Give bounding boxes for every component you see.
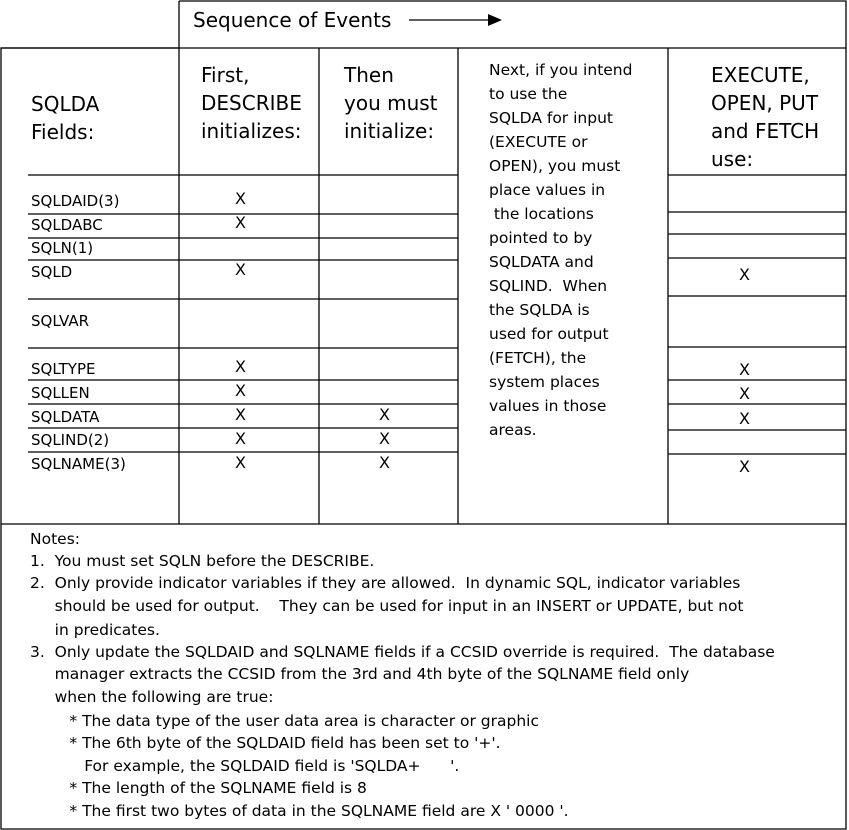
describe-mark: X (235, 429, 246, 448)
describe-mark: X (235, 381, 246, 400)
use-mark: X (739, 384, 750, 403)
next-line: the SQLDA is (489, 301, 590, 319)
note-line: * The first two bytes of data in the SQLNAME field are X ' 0000 '. (30, 802, 569, 820)
then-mark: X (379, 405, 390, 424)
next-line: values in those (489, 397, 607, 415)
sequence-title: Sequence of Events (193, 8, 392, 32)
use-header-line4: use: (711, 147, 754, 171)
note-line: manager extracts the CCSID from the 3rd and 4th byte of the SQLNAME field only (30, 665, 690, 683)
then-header-line1: Then (344, 63, 394, 87)
use-header-line2: OPEN, PUT (711, 91, 819, 115)
next-line: pointed to by (489, 229, 593, 247)
next-line: used for output (489, 325, 609, 343)
field-sqldaid: SQLDAID(3) (31, 192, 120, 210)
next-line: (EXECUTE or (489, 133, 588, 151)
fields-header-line2: Fields: (31, 120, 95, 144)
field-sqlname: SQLNAME(3) (31, 455, 126, 473)
note-line: For example, the SQLDAID field is 'SQLDA+ '. (30, 757, 460, 775)
describe-mark: X (235, 260, 246, 279)
field-sqln: SQLN(1) (31, 239, 94, 257)
use-mark: X (739, 457, 750, 476)
field-sqld: SQLD (31, 263, 73, 281)
note-line: should be used for output. They can be used for input in an INSERT or UPDATE, but not (30, 597, 744, 615)
use-mark: X (739, 360, 750, 379)
field-sqltype: SQLTYPE (31, 360, 96, 378)
next-line: Next, if you intend (489, 61, 633, 79)
describe-mark: X (235, 405, 246, 424)
field-sqlvar: SQLVAR (31, 312, 90, 330)
next-line: (FETCH), the (489, 349, 587, 367)
note-line: * The 6th byte of the SQLDAID field has been set to '+'. (30, 734, 501, 752)
then-mark: X (379, 429, 390, 448)
describe-mark: X (235, 189, 246, 208)
field-sqldabc: SQLDABC (31, 216, 103, 234)
use-mark: X (739, 409, 750, 428)
field-sqlind: SQLIND(2) (31, 431, 110, 449)
describe-mark: X (235, 213, 246, 232)
describe-mark: X (235, 357, 246, 376)
use-header-line1: EXECUTE, (711, 63, 810, 87)
note-line: in predicates. (30, 621, 160, 639)
next-line: system places (489, 373, 600, 391)
then-header-line3: initialize: (344, 119, 435, 143)
next-line: place values in (489, 181, 606, 199)
describe-header-line2: DESCRIBE (201, 91, 302, 115)
next-line: the locations (489, 205, 594, 223)
describe-mark: X (235, 453, 246, 472)
describe-header-line1: First, (201, 63, 250, 87)
note-line: 1. You must set SQLN before the DESCRIBE. (30, 552, 375, 570)
next-line: to use the (489, 85, 568, 103)
then-mark: X (379, 453, 390, 472)
next-line: SQLDATA and (489, 253, 594, 271)
note-line: 2. Only provide indicator variables if they are allowed. In dynamic SQL, indicator variables (30, 574, 741, 592)
next-line: OPEN), you must (489, 157, 621, 175)
note-line: 3. Only update the SQLDAID and SQLNAME fields if a CCSID override is required. The database (30, 643, 775, 661)
fields-header-line1: SQLDA (31, 92, 100, 116)
then-header-line2: you must (344, 91, 438, 115)
use-mark: X (739, 265, 750, 284)
next-paragraph (489, 58, 632, 442)
field-sqldata: SQLDATA (31, 408, 100, 426)
note-line: when the following are true: (30, 688, 274, 706)
notes-title: Notes: (30, 530, 80, 548)
use-header-line3: and FETCH (711, 119, 820, 143)
field-sqllen: SQLLEN (31, 384, 90, 402)
arrow-head (488, 14, 502, 26)
next-line: SQLDA for input (489, 109, 613, 127)
note-line: * The data type of the user data area is character or graphic (30, 712, 539, 730)
next-line: SQLIND. When (489, 277, 608, 295)
next-line: areas. (489, 421, 537, 439)
describe-header-line3: initializes: (201, 119, 302, 143)
note-line: * The length of the SQLNAME field is 8 (30, 779, 367, 797)
